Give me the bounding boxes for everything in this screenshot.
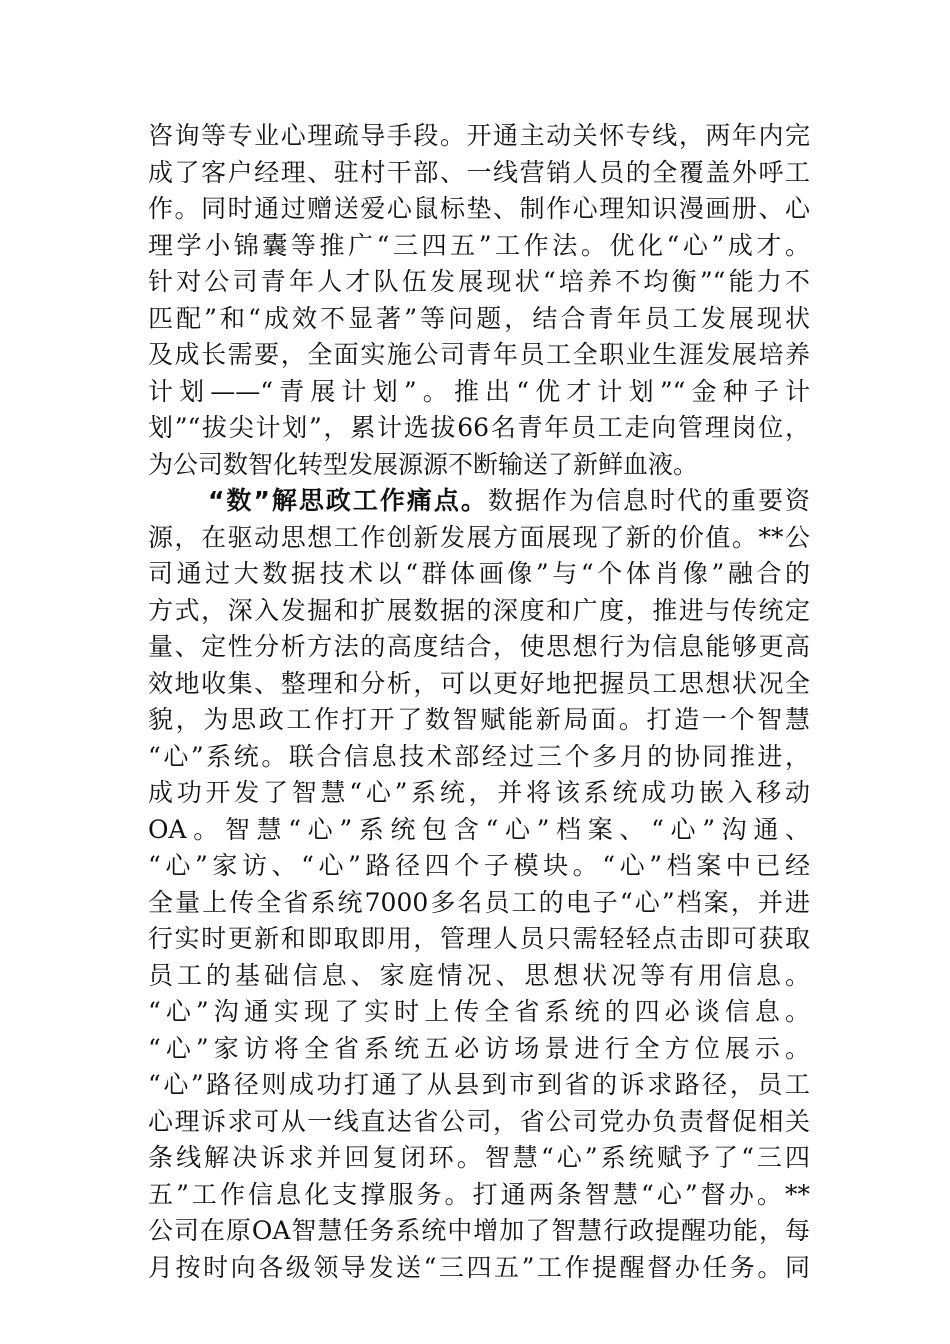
text-line: 量、定性分析方法的高度结合，使思想行为信息能够更高 [148,632,810,661]
text-line: 为公司数智化转型发展源源不断输送了新鲜血液。 [148,449,699,479]
text-line: 月按时向各级领导发送“三四五”工作提醒督办任务。同 [148,1252,810,1282]
text-line: 成功开发了智慧“心”系统，并将该系统成功嵌入移动 [148,778,810,807]
text-line: 心理诉求可从一线直达省公司，省公司党办负责督促相关 [148,1106,810,1136]
text-line: 效地收集、整理和分析，可以更好地把握员工思想状况全 [148,668,810,698]
text-line: 方式，深入发掘和扩展数据的深度和广度，推进与传统定 [148,595,810,625]
paragraph-first-line [148,483,810,520]
paragraph-heading: “数”解思政工作痛点。 [208,486,488,515]
text-line: OA。智慧“心”系统包含“心”档案、“心”沟通、 [148,814,810,844]
text-line: 理学小锦囊等推广“三四五”工作法。优化“心”成才。 [148,230,810,260]
text-line: “心”家访将全省系统五必访场景进行全方位展示。 [148,1033,810,1063]
text-line: 条线解决诉求并回复闭环。智慧“心”系统赋予了“三四 [148,1143,810,1172]
document-body [148,118,810,1286]
text-line: 匹配”和“成效不显著”等问题，结合青年员工发展现状 [148,303,810,333]
text-line: “心”家访、“心”路径四个子模块。“心”档案中已经 [148,851,810,880]
text-line: 成了客户经理、驻村干部、一线营销人员的全覆盖外呼工 [148,157,810,187]
text-line: 及成长需要，全面实施公司青年员工全职业生涯发展培养 [148,340,810,369]
text-line: 划”“拔尖计划”，累计选拔66名青年员工走向管理岗位， [148,413,810,442]
text-line: 员工的基础信息、家庭情况、思想状况等有用信息。 [148,960,810,990]
text-line: 作。同时通过赠送爱心鼠标垫、制作心理知识漫画册、心 [148,194,810,223]
text-line: “心”沟通实现了实时上传全省系统的四必谈信息。 [148,997,810,1026]
text-line: “心”路径则成功打通了从县到市到省的诉求路径，员工 [148,1070,810,1099]
paragraph-1 [148,118,810,483]
paragraph-2 [148,483,810,1286]
text-line: 司通过大数据技术以“群体画像”与“个体肖像”融合的 [148,559,810,588]
text-line: “心”系统。联合信息技术部经过三个多月的协同推进， [148,741,810,771]
text-line: 源，在驱动思想工作创新发展方面展现了新的价值。**公 [148,522,810,552]
text-line: 计划——“青展计划”。推出“优才计划”“金种子计 [148,376,810,406]
text-line: 全量上传全省系统7000多名员工的电子“心”档案，并进 [148,887,810,917]
paragraph-first-line-text: 数据作为信息时代的重要资 [487,486,810,515]
text-line: 五”工作信息化支撑服务。打通两条智慧“心”督办。** [148,1179,810,1209]
text-line: 针对公司青年人才队伍发展现状“培养不均衡”“能力不 [148,267,810,296]
text-line: 行实时更新和即取即用，管理人员只需轻轻点击即可获取 [148,924,810,953]
text-line: 咨询等专业心理疏导手段。开通主动关怀专线，两年内完 [148,121,810,150]
text-line: 貌，为思政工作打开了数智赋能新局面。打造一个智慧 [148,705,810,734]
text-line: 公司在原OA智慧任务系统中增加了智慧行政提醒功能，每 [148,1216,810,1245]
